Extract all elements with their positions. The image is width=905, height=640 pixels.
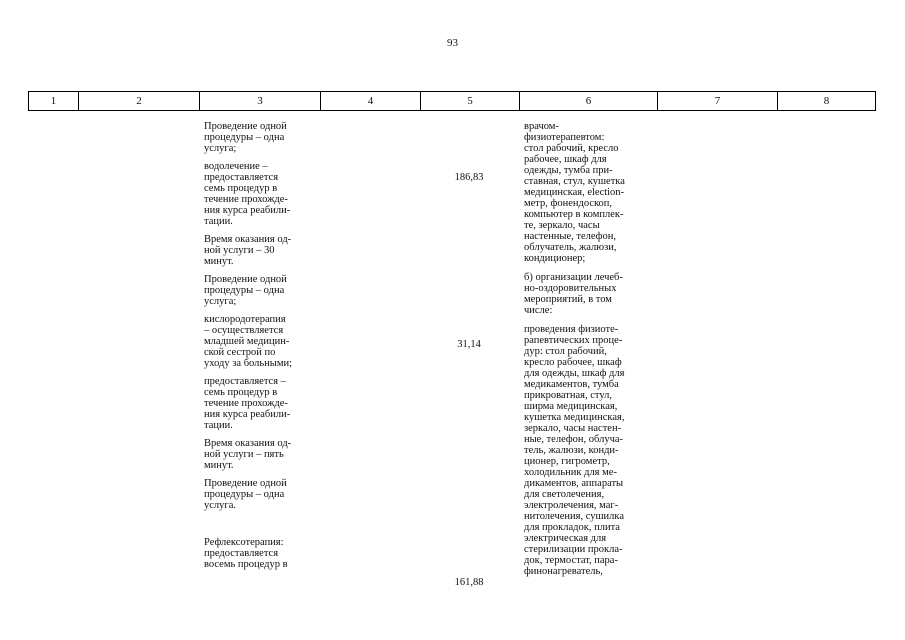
header-col-8: 8 — [777, 92, 875, 110]
col5-value: 161,88 — [454, 577, 484, 588]
col3-text — [204, 121, 322, 570]
col3-paragraph: Время оказания од- ной услуги – 30 минут. — [204, 234, 292, 267]
col6-paragraph: врачом- физиотерапевтом: стол рабочий, кресло рабочее, шкаф для одежды, тумба при- ставная, стул, кушетка медицинская, election- метр, фонендоскоп, компьютер в комплек- те, зеркало, часы настенные, телефон, облучатель, жалюзи, кондиционер; — [524, 121, 625, 264]
col6-text — [524, 121, 656, 577]
header-col-4: 4 — [320, 92, 420, 110]
header-col-6: 6 — [519, 92, 657, 110]
header-col-3: 3 — [199, 92, 320, 110]
col5-value: 186,83 — [454, 172, 484, 183]
col3-paragraph: Проведение одной процедуры – одна услуга. — [204, 478, 287, 511]
col3-paragraph: водолечение – предоставляется семь процедур в течение прохожде- ния курса реабили- тации. — [204, 161, 291, 227]
col5-value: 31,14 — [457, 339, 481, 350]
table-header-row — [28, 91, 876, 111]
page-number: 93 — [447, 37, 458, 49]
header-col-1: 1 — [50, 95, 57, 107]
col6-paragraph: б) организации лечеб- но-оздоровительных мероприятий, в том числе: — [524, 272, 623, 316]
col3-paragraph: предоставляется – семь процедур в течение прохожде- ния курса реабили- тации. — [204, 376, 291, 431]
col3-paragraph: кислородотерапия – осуществляется младшей медицин- ской сестрой по уходу за больными; — [204, 314, 293, 369]
header-col-7: 7 — [657, 92, 777, 110]
col3-paragraph: Проведение одной процедуры – одна услуга; — [204, 121, 287, 154]
col6-paragraph: проведения физиоте- рапевтических проце- дур: стол рабочий, кресло рабочее, шкаф для одежды, шкаф для медикаментов, тумба прикроватная, стул, ширма медицинская, кушетка медицинская, зеркало, часы настен- ные, телефон, облуча- тель, жалюзи, конди- ционер, гигрометр, холодильник для ме- дикаментов, аппараты для светолечения, электролечения, маг- нитолечения, сушилка для прокладок, плита электрическая для стерилизации прокла- док, термостат, пара- финонагреватель, — [524, 324, 625, 577]
col3-paragraph: Рефлексотерапия: предоставляется восемь процедур в — [204, 537, 288, 570]
col3-paragraph: Проведение одной процедуры – одна услуга; — [204, 274, 287, 307]
header-col-2: 2 — [78, 92, 199, 110]
header-col-5: 5 — [420, 92, 519, 110]
col3-paragraph: Время оказания од- ной услуги – пять минут. — [204, 438, 292, 471]
